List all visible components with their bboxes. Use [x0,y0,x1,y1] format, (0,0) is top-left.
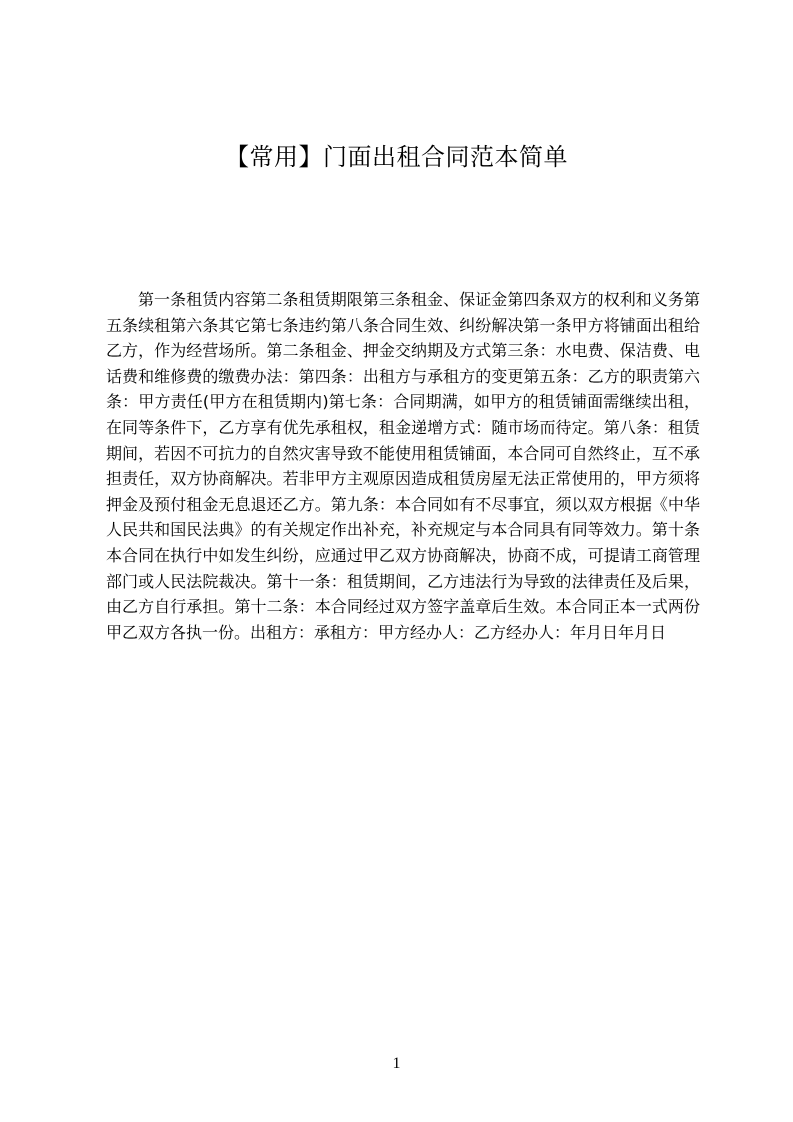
page-number: 1 [392,1055,401,1072]
document-title: 【常用】门面出租合同范本简单 [225,143,568,171]
document-body: 第一条租赁内容第二条租赁期限第三条租金、保证金第四条双方的权利和义务第五条续租第六条其它第七条违约第八条合同生效、纠纷解决第一条甲方将铺面出租给乙方，作为经营场所。第二条租金、押金交纳期及方式第三条：水电费、保洁费、电话费和维修费的缴费办法：第四条：出租方与承租方的变更第五条：乙方的职责第六条：甲方责任(甲方在租赁期内)第七条：合同期满，如甲方的租赁铺面需继续出租，在同等条件下，乙方享有优先承租权，租金递增方式：随市场而待定。第八条：租赁期间，若因不可抗力的自然灾害导致不能使用租赁铺面，本合同可自然终止，互不承担责任，双方协商解决。若非甲方主观原因造成租赁房屋无法正常使用的，甲方须将押金及预付租金无息退还乙方。第九条：本合同如有不尽事宜，须以双方根据《中华人民共和国民法典》的有关规定作出补充，补充规定与本合同具有同等效力。第十条本合同在执行中如发生纠纷，应通过甲乙双方协商解决，协商不成，可提请工商管理部门或人民法院裁决。第十一条：租赁期间，乙方违法行为导致的法律责任及后果，由乙方自行承担。第十二条：本合同经过双方签字盖章后生效。本合同正本一式两份甲乙双方各执一份。出租方：承租方：甲方经办人：乙方经办人：年月日年月日 [106,290,700,642]
